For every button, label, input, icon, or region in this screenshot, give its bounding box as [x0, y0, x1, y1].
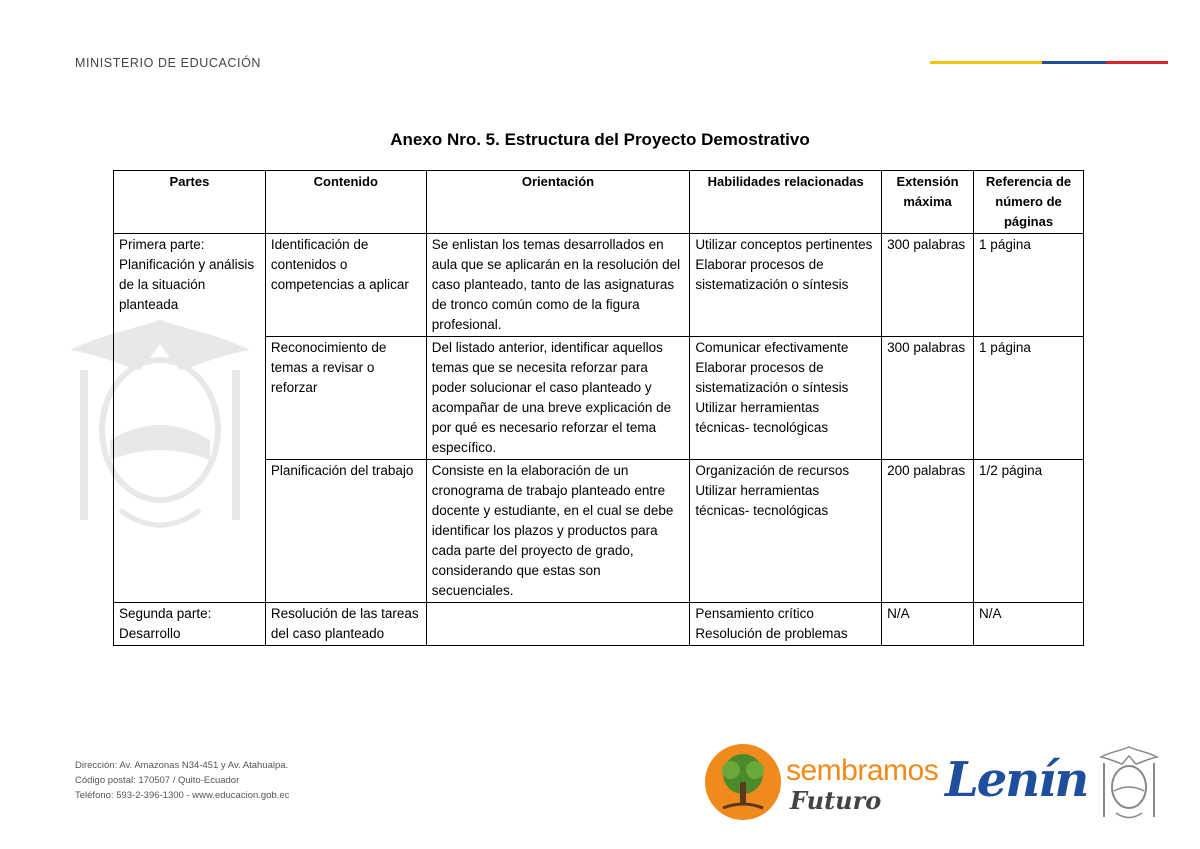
structure-table	[113, 170, 1084, 646]
header-partes: Partes	[114, 171, 266, 234]
table-header-row	[114, 171, 1084, 234]
ministry-name: MINISTERIO DE EDUCACIÓN	[75, 56, 262, 70]
document-title: Anexo Nro. 5. Estructura del Proyecto Demostrativo	[390, 130, 810, 149]
flag-stripe-red	[1106, 61, 1168, 64]
tree-logo-icon	[703, 742, 783, 822]
brand-futuro: Futuro	[790, 786, 882, 815]
address-line: Dirección: Av. Amazonas N34-451 y Av. Atahualpa.	[75, 760, 289, 771]
cell-extension: 300 palabras	[882, 337, 974, 460]
part-primera: Primera parte: Planificación y análisis de la situación planteada	[114, 234, 266, 603]
footer-address	[75, 758, 289, 803]
flag-stripe-yellow	[930, 61, 1042, 64]
header-orientacion: Orientación	[426, 171, 690, 234]
header-habilidades: Habilidades relacionadas	[690, 171, 882, 234]
cell-habilidades: Pensamiento crítico Resolución de problemas	[690, 603, 882, 646]
cell-referencia: 1/2 página	[974, 460, 1084, 603]
cell-contenido: Reconocimiento de temas a revisar o reforzar	[265, 337, 426, 460]
flag-stripe-blue	[1042, 61, 1106, 64]
cell-referencia: N/A	[974, 603, 1084, 646]
cell-orientacion	[426, 603, 690, 646]
coat-of-arms-icon	[1098, 743, 1160, 823]
header-contenido: Contenido	[265, 171, 426, 234]
cell-orientacion: Se enlistan los temas desarrollados en aula que se aplicarán en la resolución del caso planteado, tanto de las asignaturas de tronco común como de la figura profesional.	[426, 234, 690, 337]
cell-referencia: 1 página	[974, 337, 1084, 460]
brand-sembramos: sembramos	[786, 754, 939, 787]
part-segunda: Segunda parte: Desarrollo	[114, 603, 266, 646]
cell-contenido: Resolución de las tareas del caso planteado	[265, 603, 426, 646]
cell-extension: N/A	[882, 603, 974, 646]
cell-orientacion: Consiste en la elaboración de un cronograma de trabajo planteado entre docente y estudiante, en el cual se debe identificar los plazos y productos para cada parte del proyecto de grado, considerando que estas son secuenciales.	[426, 460, 690, 603]
header-referencia: Referencia de número de páginas	[974, 171, 1084, 234]
table-row	[114, 234, 1084, 337]
cell-extension: 300 palabras	[882, 234, 974, 337]
cell-orientacion: Del listado anterior, identificar aquellos temas que se necesita reforzar para poder solucionar el caso planteado y acompañar de una breve explicación de por qué es necesario reforzar el tema específico.	[426, 337, 690, 460]
cell-extension: 200 palabras	[882, 460, 974, 603]
cell-habilidades: Organización de recursos Utilizar herramientas técnicas- tecnológicas	[690, 460, 882, 603]
cell-referencia: 1 página	[974, 234, 1084, 337]
header-extension: Extensión máxima	[882, 171, 974, 234]
brand-lenin: Lenín	[945, 752, 1088, 808]
postal-line: Código postal: 170507 / Quito-Ecuador	[75, 775, 240, 786]
cell-contenido: Planificación del trabajo	[265, 460, 426, 603]
table-row	[114, 603, 1084, 646]
cell-contenido: Identificación de contenidos o competencias a aplicar	[265, 234, 426, 337]
cell-habilidades: Utilizar conceptos pertinentes Elaborar procesos de sistematización o síntesis	[690, 234, 882, 337]
cell-habilidades: Comunicar efectivamente Elaborar procesos de sistematización o síntesis Utilizar herramientas técnicas- tecnológicas	[690, 337, 882, 460]
phone-web-line: Teléfono: 593-2-396-1300 - www.educacion.gob.ec	[75, 790, 290, 801]
